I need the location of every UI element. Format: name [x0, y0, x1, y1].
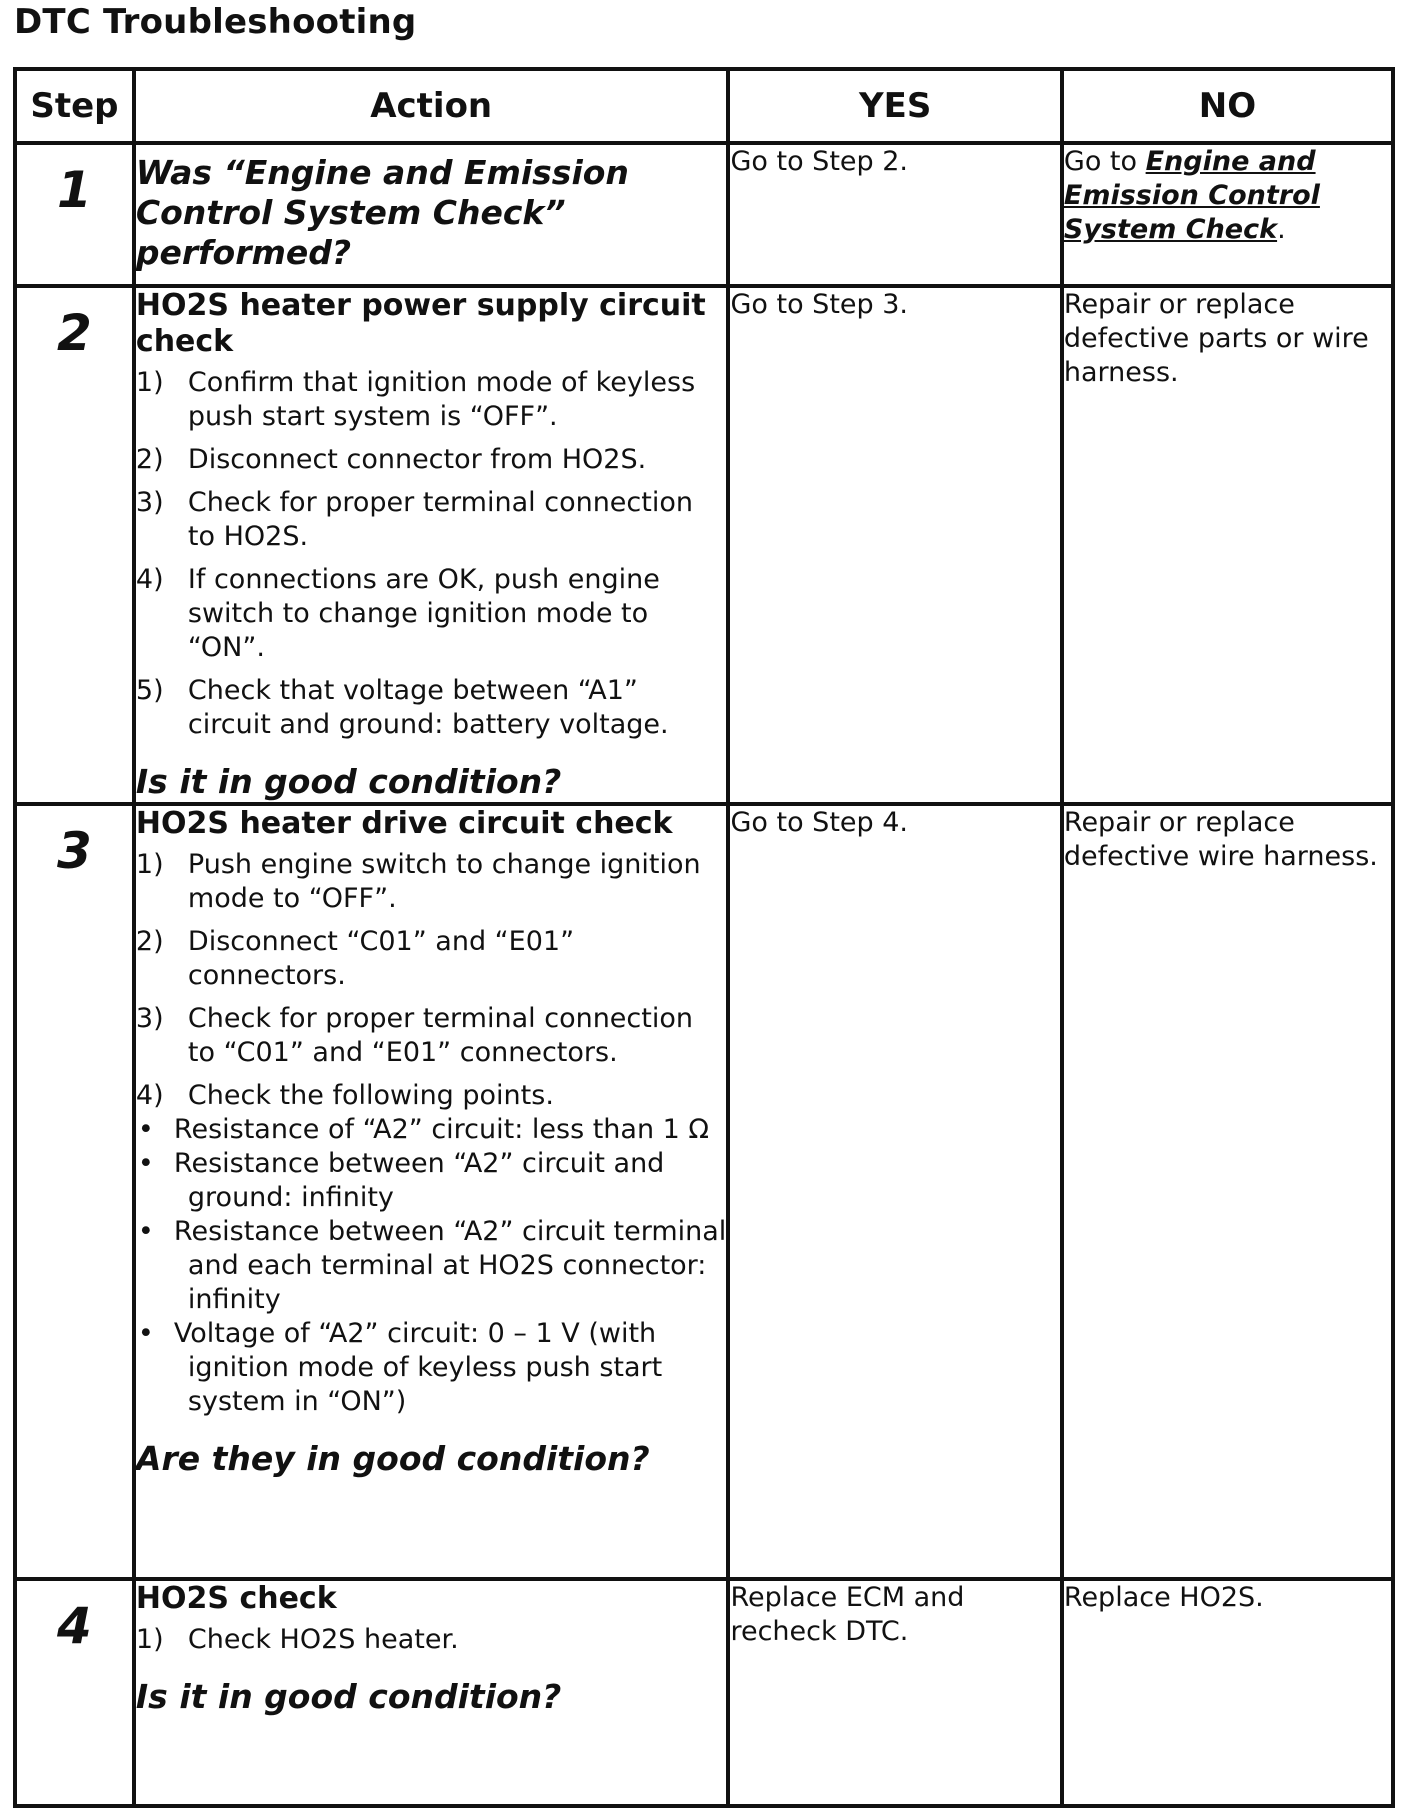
step-heading: HO2S heater power supply circuit check	[135, 288, 706, 359]
yes-cell	[728, 286, 1061, 804]
table-row	[15, 286, 1393, 804]
bullet-icon: •	[137, 1318, 154, 1349]
action-column-header: Action	[134, 69, 729, 143]
bullet-item: • Resistance between “A2” circuit and ground: infinity	[137, 1148, 665, 1213]
step-cell	[15, 143, 134, 286]
step-heading: HO2S heater drive circuit check	[135, 806, 673, 841]
list-item: 2) Disconnect connector from HO2S.	[135, 444, 647, 475]
step-question: Is it in good condition?	[135, 1677, 562, 1716]
table-row	[15, 1579, 1393, 1806]
list-item: 5) Check that voltage between “A1” circuit and ground: battery voltage.	[135, 675, 669, 740]
bullet-item: • Resistance of “A2” circuit: less than 1 Ω	[137, 1114, 710, 1145]
page-title: DTC Troubleshooting	[14, 2, 417, 42]
action-list	[136, 366, 727, 742]
check-points-list	[136, 1113, 727, 1419]
yes-text: Go to Step 3.	[730, 289, 908, 320]
step-number: 3	[57, 822, 92, 880]
system-check-link[interactable]: Engine and Emission Control System Check	[1063, 146, 1320, 245]
list-item: 4) If connections are OK, push engine switch to change ignition mode to “ON”.	[135, 564, 660, 663]
action-list	[136, 1623, 727, 1657]
no-text: Repair or replace defective parts or wire harness.	[1063, 289, 1369, 388]
no-cell	[1062, 286, 1393, 804]
list-item: 2) Disconnect “C01” and “E01” connectors.	[135, 926, 575, 991]
yes-text: Go to Step 4.	[730, 807, 908, 838]
step-cell	[15, 804, 134, 1579]
no-cell	[1062, 1579, 1393, 1806]
step-question: Is it in good condition?	[135, 762, 562, 801]
bullet-item: • Resistance between “A2” circuit terminal and each terminal at HO2S connector: infinity	[137, 1216, 727, 1315]
step-column-header: Step	[15, 69, 134, 143]
bullet-item: • Voltage of “A2” circuit: 0 – 1 V (with ignition mode of keyless push start system in “ON”)	[137, 1318, 663, 1417]
list-item: 1) Check HO2S heater.	[135, 1624, 459, 1655]
no-text: Replace HO2S.	[1063, 1582, 1264, 1613]
bullet-icon: •	[137, 1148, 154, 1179]
no-cell	[1062, 804, 1393, 1579]
step-heading: HO2S check	[135, 1581, 337, 1616]
header-row	[15, 69, 1393, 143]
step-cell	[15, 1579, 134, 1806]
yes-cell	[728, 143, 1061, 286]
troubleshooting-table	[13, 67, 1395, 1808]
yes-cell	[728, 804, 1061, 1579]
step-number: 1	[57, 161, 92, 219]
step-cell	[15, 286, 134, 804]
step-number: 4	[57, 1597, 92, 1655]
list-item: 1) Confirm that ignition mode of keyless push start system is “OFF”.	[135, 367, 696, 432]
action-cell	[134, 286, 729, 804]
yes-text: Replace ECM and recheck DTC.	[730, 1582, 965, 1647]
list-item: 3) Check for proper terminal connection to HO2S.	[135, 487, 693, 552]
table-row	[15, 804, 1393, 1579]
table-row	[15, 143, 1393, 286]
action-cell	[134, 1579, 729, 1806]
action-cell	[134, 804, 729, 1579]
yes-text: Go to Step 2.	[730, 146, 908, 177]
list-item: 4) Check the following points. • Resistance of “A2” circuit: less than 1 Ω • Resistance between “A2” circuit and ground: infinity • Resistance between “A2” circuit terminal and each terminal at HO2S connector: infinity • Voltage of “A2” circuit: 0 – 1 V (with ignition mode of keyless push start system in “ON”)	[135, 1080, 727, 1417]
no-column-header: NO	[1062, 69, 1393, 143]
no-text-suffix: .	[1277, 214, 1286, 245]
list-item: 3) Check for proper terminal connection to “C01” and “E01” connectors.	[135, 1003, 693, 1068]
step-question: Was “Engine and Emission Control System Check” performed?	[135, 153, 629, 272]
no-text: Repair or replace defective wire harness.	[1063, 807, 1378, 872]
step-question: Are they in good condition?	[135, 1439, 650, 1478]
no-cell	[1062, 143, 1393, 286]
bullet-icon: •	[137, 1114, 154, 1145]
no-text-prefix: Go to	[1063, 146, 1146, 177]
action-list	[136, 848, 727, 1419]
step-number: 2	[57, 304, 92, 362]
yes-cell	[728, 1579, 1061, 1806]
yes-column-header: YES	[728, 69, 1061, 143]
action-cell	[134, 143, 729, 286]
list-item: 1) Push engine switch to change ignition mode to “OFF”.	[135, 849, 701, 914]
bullet-icon: •	[137, 1216, 154, 1247]
